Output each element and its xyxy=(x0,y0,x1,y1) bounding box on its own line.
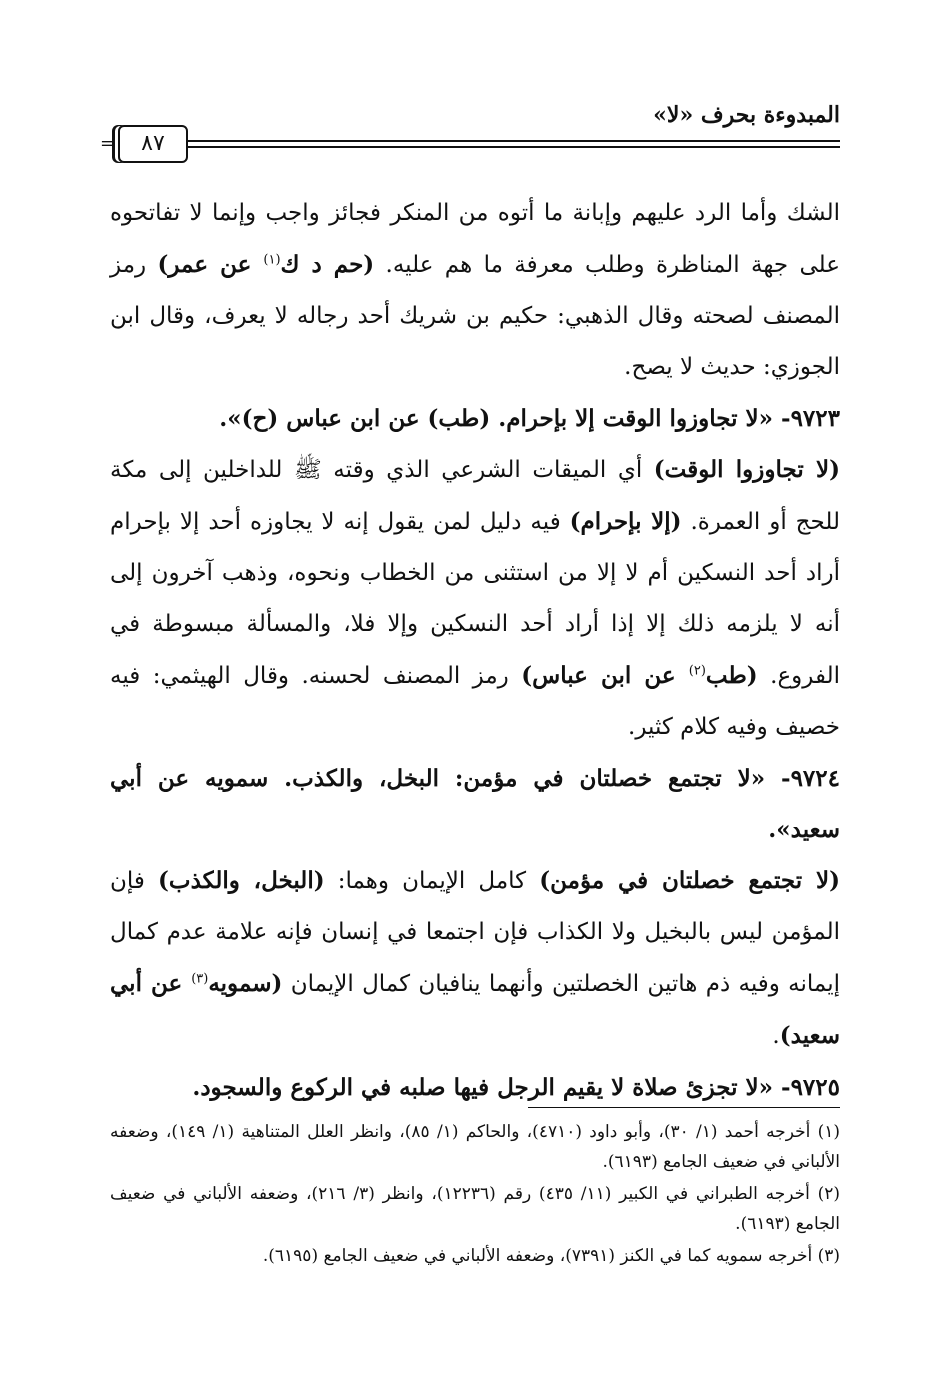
footnote-marker[interactable]: (١) xyxy=(263,252,281,268)
quoted-phrase: (البخل، والكذب) xyxy=(158,867,325,894)
footnote-1: (١) أخرجه أحمد (١/ ٣٠)، وأبو داود (٤٧١٠)، والحاكم (١/ ٨٥)، وانظر العلل المتناهية (١/ ١٤٩)، وضعفه الألباني في ضعيف الجامع (٦١٩٣). xyxy=(110,1122,840,1172)
commentary-paragraph xyxy=(110,855,840,1062)
commentary-text: الشك وأما الرد عليهم وإبانة ما أتوه من المنكر فجائز واجب وإنما لا تفاتحوه على جهة المناظرة وطلب معرفة ما هم عليه. xyxy=(110,200,840,278)
source-ref: (سمويه xyxy=(208,970,283,997)
commentary-paragraph xyxy=(110,444,840,753)
footnotes xyxy=(110,1117,840,1273)
quoted-phrase: (لا تجاوزوا الوقت) xyxy=(653,456,840,483)
running-title: المبدوءة بحرف «لا» xyxy=(653,102,840,128)
commentary-paragraph xyxy=(110,188,840,393)
footnote-3: (٣) أخرجه سمويه كما في الكنز (٧٣٩١)، وضعفه الألباني في ضعيف الجامع (٦١٩٥). xyxy=(262,1246,840,1266)
commentary-text: رمز المصنف لصحته وقال الذهبي: حكيم بن شريك أحد رجاله لا يعرف، وقال ابن الجوزي: حديث لا يصح. xyxy=(110,252,840,380)
commentary-text: رمز المصنف لحسنه. وقال الهيثمي: فيه خصيف وفيه كلام كثير. xyxy=(110,663,840,740)
footnote-marker[interactable]: (٣) xyxy=(191,971,209,987)
commentary-text: كامل الإيمان وهما: xyxy=(324,868,540,894)
footnote-marker[interactable]: (٢) xyxy=(688,663,706,679)
source-ref: عن عمر) xyxy=(157,251,264,278)
hadith-9725: ٩٧٢٥- «لا تجزئ صلاة لا يقيم الرجل فيها صلبه في الركوع والسجود. xyxy=(192,1074,840,1101)
footnote-separator xyxy=(528,1107,840,1108)
page-number-ornament: = xyxy=(100,133,116,154)
page-number: ٨٧ xyxy=(118,125,188,163)
commentary-text: فيه دليل لمن يقول إنه لا يجاوزه أحد إلا بإحرام أراد أحد النسكين أم لا إلا من استثنى من الخطاب ونحوه، وذهب آخرون إلى أنه لا يلزمه ذلك إلا إذا أراد أحد النسكين وإلا فلا، والمسألة مبسوطة في الفروع. xyxy=(110,509,840,689)
footnote-2: (٢) أخرجه الطبراني في الكبير (١١/ ٤٣٥) رقم (١٢٢٣٦)، وانظر (٣/ ٢١٦)، وضعفه الألباني في ضعيف الجامع (٦١٩٣). xyxy=(110,1184,840,1234)
source-ref: عن ابن عباس) xyxy=(521,662,689,689)
source-ref: عن أبي سعيد) xyxy=(110,970,840,1049)
hadith-9724: ٩٧٢٤- «لا تجتمع خصلتان في مؤمن: البخل، والكذب. سمويه عن أبي سعيد». xyxy=(110,765,840,843)
commentary-text: فإن المؤمن ليس بالبخيل ولا الكذاب فإن اجتمعا في إنسان فإنه علامة عدم كمال إيمانه وفيه ذم هاتين الخصلتين وأنهما ينافيان كمال الإيمان xyxy=(110,868,840,997)
header-rule xyxy=(186,140,840,148)
commentary-text: أي الميقات الشرعي الذي وقته ﷺ للداخلين إلى مكة للحج أو العمرة. xyxy=(110,457,840,535)
source-ref: (حم د ك xyxy=(280,251,375,278)
hadith-9723: ٩٧٢٣- «لا تجاوزوا الوقت إلا بإحرام. (طب) عن ابن عباس (ح)». xyxy=(219,405,840,432)
quoted-phrase: (لا تجتمع خصلتان في مؤمن) xyxy=(539,867,840,894)
quoted-phrase: (إلا بإحرام) xyxy=(569,508,682,535)
body-text xyxy=(110,188,840,1113)
source-ref: (طب xyxy=(705,662,758,689)
commentary-text: . xyxy=(772,1023,780,1049)
